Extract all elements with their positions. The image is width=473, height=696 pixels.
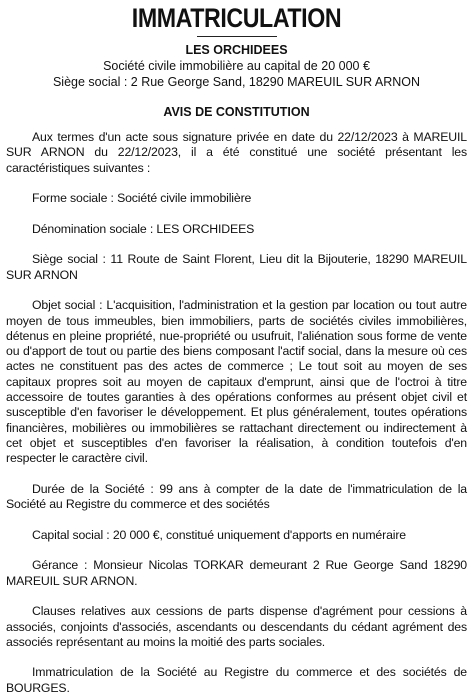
notice-title: AVIS DE CONSTITUTION bbox=[163, 105, 310, 119]
paragraph-registration: Immatriculation de la Société au Registre du commerce et des sociétés de BOURGES. bbox=[6, 665, 467, 695]
heading-divider bbox=[197, 36, 277, 37]
paragraph-intro: Aux termes d'un acte sous signature privée en date du 22/12/2023 à MAREUIL SUR ARNON du 22/12/2023, il a été constitué une société présentant les caractéristiques suivantes : bbox=[6, 130, 467, 175]
paragraph-legal-form: Forme sociale : Société civile immobilière bbox=[32, 191, 252, 206]
paragraph-registered-office: Siège social : 11 Route de Saint Florent, Lieu dit la Bijouterie, 18290 MAREUIL SUR ARNON bbox=[6, 252, 467, 282]
paragraph-corporate-purpose: Objet social : L'acquisition, l'administration et la gestion par location ou tout autre moyen de tous immeubles, bien immobiliers, parts de sociétés civiles immobilières, détenus en pleine propriété, nue-propriété ou usufruit, l'aliénation sous forme de vente ou d'apport de tout ou partie des biens composant l'actif social, dans la mesure où ces actes ne constituent pas des actes de commerce ; Le tout soit au moyen de ses capitaux propres soit au moyen de capitaux d'emprunt, ainsi que de l'octroi à titre accessoire de toutes garanties à des opérations conformes au présent objet civil et susceptible d'en favoriser le développement. Et plus généralement, toutes opérations financières, mobilières ou immobilières se rattachant directement ou indirectement à cet objet et susceptibles d'en favoriser la réalisation, à condition toutefois d'en respecter le caractère civil. bbox=[6, 298, 467, 466]
company-capital-line: Société civile immobilière au capital de 20 000 € bbox=[103, 59, 370, 73]
paragraph-share-capital: Capital social : 20 000 €, constitué uniquement d'apports en numéraire bbox=[32, 527, 406, 542]
company-name: LES ORCHIDEES bbox=[185, 43, 288, 57]
paragraph-denomination: Dénomination sociale : LES ORCHIDEES bbox=[32, 221, 255, 236]
notice-body bbox=[6, 130, 467, 696]
paragraph-duration: Durée de la Société : 99 ans à compter de la date de l'immatriculation de la Société au Registre du commerce et des sociétés bbox=[6, 481, 467, 512]
paragraph-management: Gérance : Monsieur Nicolas TORKAR demeurant 2 Rue George Sand 18290 MAREUIL SUR ARNON. bbox=[6, 558, 467, 588]
paragraph-transfer-clauses: Clauses relatives aux cessions de parts dispense d'agrément pour cessions à associés, conjoints d'associés, ascendants ou descendants du cédant agrément des associés représentant au moins la moitié des parts sociales. bbox=[6, 604, 467, 649]
company-seat-line: Siège social : 2 Rue George Sand, 18290 MAREUIL SUR ARNON bbox=[52, 75, 421, 89]
rubric-heading: IMMATRICULATION bbox=[131, 3, 342, 33]
